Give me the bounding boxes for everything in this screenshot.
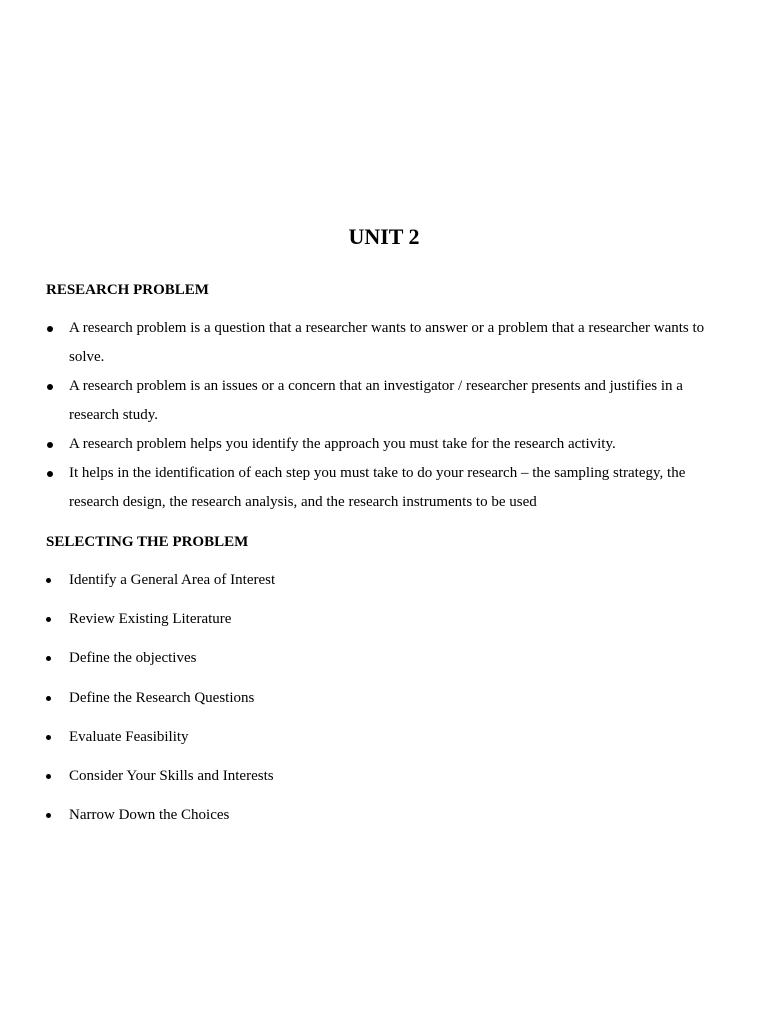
list-item-text: Review Existing Literature: [69, 611, 232, 628]
list-item-text: It helps in the identification of each step you must take to do your research – the sampling strategy, the research design, the research analysis, and the research instruments to be used: [69, 465, 686, 510]
list-item: [46, 314, 726, 372]
list-item-text: Narrow Down the Choices: [69, 807, 230, 824]
list-item: [46, 459, 726, 517]
list-item: [46, 726, 726, 765]
list-item-text: A research problem is an issues or a concern that an investigator / researcher presents and justifies in a research study.: [69, 378, 683, 423]
list-item: [46, 765, 726, 804]
list-item-text: A research problem is a question that a researcher wants to answer or a problem that a researcher wants to solve.: [69, 320, 705, 365]
list-item-text: Define the Research Questions: [69, 689, 255, 706]
bullet-icon: [47, 471, 53, 477]
list-item: [46, 647, 726, 686]
bullet-icon: [46, 617, 51, 622]
bullet-icon: [46, 696, 51, 701]
list-item: [46, 372, 726, 430]
list-item: [46, 569, 726, 608]
bullet-icon: [46, 656, 51, 661]
page-title: UNIT 2: [348, 224, 420, 249]
list-item: [46, 804, 726, 843]
bullet-icon: [46, 813, 51, 818]
list-item: [46, 430, 726, 459]
list-item-text: Identify a General Area of Interest: [69, 572, 276, 588]
research-problem-list: [46, 314, 726, 517]
list-item-text: Consider Your Skills and Interests: [69, 767, 274, 784]
bullet-icon: [47, 442, 53, 448]
bullet-icon: [46, 735, 51, 740]
list-item: [46, 687, 726, 726]
bullet-icon: [47, 326, 53, 332]
bullet-icon: [47, 384, 53, 390]
bullet-icon: [46, 774, 51, 779]
list-item: [46, 608, 726, 647]
section-heading-selecting-the-problem: SELECTING THE PROBLEM: [46, 534, 249, 550]
bullet-icon: [46, 578, 51, 583]
list-item-text: Define the objectives: [69, 650, 197, 667]
list-item-text: A research problem helps you identify the approach you must take for the research activity.: [69, 436, 616, 452]
list-item-text: Evaluate Feasibility: [69, 728, 189, 745]
selecting-problem-list: [46, 569, 726, 843]
section-heading-research-problem: RESEARCH PROBLEM: [46, 282, 209, 298]
